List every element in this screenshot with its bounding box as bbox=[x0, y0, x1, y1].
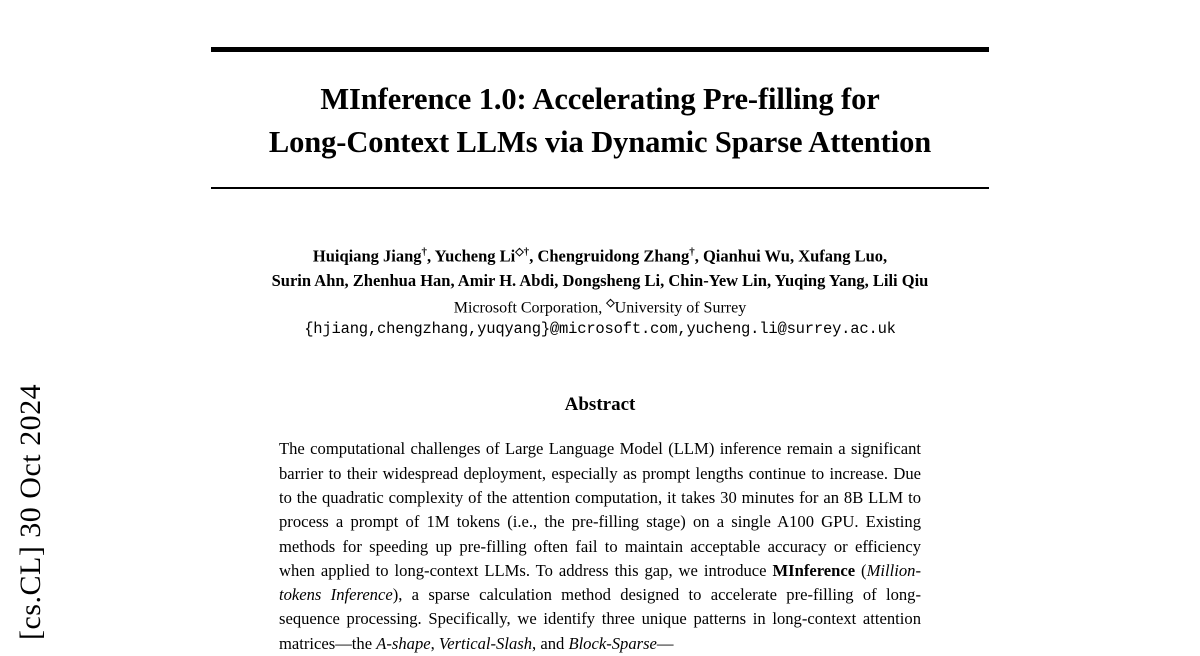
abstract-seg-3: ), a sparse calculation method designed to accelerate pre-filling of long-sequence processing. Specifically, we identify three unique patterns in long-context attention matrices—the bbox=[279, 585, 921, 653]
author-names-1a: Huiqiang Jiang bbox=[312, 246, 422, 266]
abstract-seg-5: , and bbox=[532, 633, 569, 653]
abstract-seg-4: , bbox=[430, 633, 439, 653]
title-bottom-rule bbox=[211, 187, 989, 189]
abstract-pattern-vertical-slash: Vertical-Slash bbox=[438, 633, 533, 653]
abstract-pattern-a-shape: A-shape bbox=[376, 633, 431, 653]
abstract-seg-2: ( bbox=[855, 560, 867, 580]
paper-column bbox=[211, 0, 989, 656]
abstract-seg-1: The computational challenges of Large Language Model (LLM) inference remain a significant barrier to their widespread deployment, especially as prompt lengths continue to increase. Due to the quadratic complexity of the attention computation, it takes 30 minutes for an 8B LLM to process a prompt of 1M tokens (i.e., the pre-filling stage) on a single A100 GPU. Existing methods for speeding up pre-filling often fail to maintain acceptable accuracy or efficiency when applied to long-context LLMs. To address this gap, we introduce bbox=[279, 439, 921, 580]
abstract-text bbox=[279, 437, 921, 656]
affiliation-marker: ◇ bbox=[606, 296, 615, 309]
author-line-1 bbox=[211, 244, 989, 269]
author-affil-marker-3: † bbox=[689, 245, 695, 258]
title-line-2: Long-Context LLMs via Dynamic Sparse Attention bbox=[268, 125, 932, 160]
contact-emails: {hjiang,chengzhang,yuqyang}@microsoft.com,yucheng.li@surrey.ac.uk bbox=[304, 320, 896, 339]
arxiv-identifier-stamp: [cs.CL] 30 Oct 2024 bbox=[14, 383, 47, 640]
abstract-heading: Abstract bbox=[564, 394, 636, 416]
title-line-1: MInference 1.0: Accelerating Pre-filling for bbox=[320, 82, 880, 116]
abstract-seg-6: — bbox=[656, 633, 674, 653]
author-line-2: Surin Ahn, Zhenhua Han, Amir H. Abdi, Dongsheng Li, Chin-Yew Lin, Yuqing Yang, Lili Qiu bbox=[271, 270, 929, 290]
abstract-pattern-block-sparse: Block-Sparse bbox=[568, 633, 657, 653]
abstract-paragraph bbox=[279, 437, 921, 656]
author-affil-marker-2: ◇† bbox=[515, 245, 530, 258]
abstract-method-expansion: Million-tokens Inference bbox=[279, 560, 921, 605]
author-names-1b: , Yucheng Li bbox=[427, 246, 516, 266]
author-names-1d: , Qianhui Wu, Xufang Luo, bbox=[694, 246, 888, 266]
abstract-method-name: MInference bbox=[772, 560, 856, 580]
page-title bbox=[211, 78, 989, 165]
author-affil-marker-1: † bbox=[421, 245, 428, 258]
affiliation-primary: Microsoft Corporation, bbox=[453, 298, 607, 316]
author-list bbox=[211, 244, 989, 294]
author-names-1c: , Chengruidong Zhang bbox=[529, 246, 690, 266]
title-top-rule bbox=[211, 47, 989, 52]
affiliation-line bbox=[211, 296, 989, 320]
affiliation-secondary: University of Surrey bbox=[614, 298, 747, 316]
